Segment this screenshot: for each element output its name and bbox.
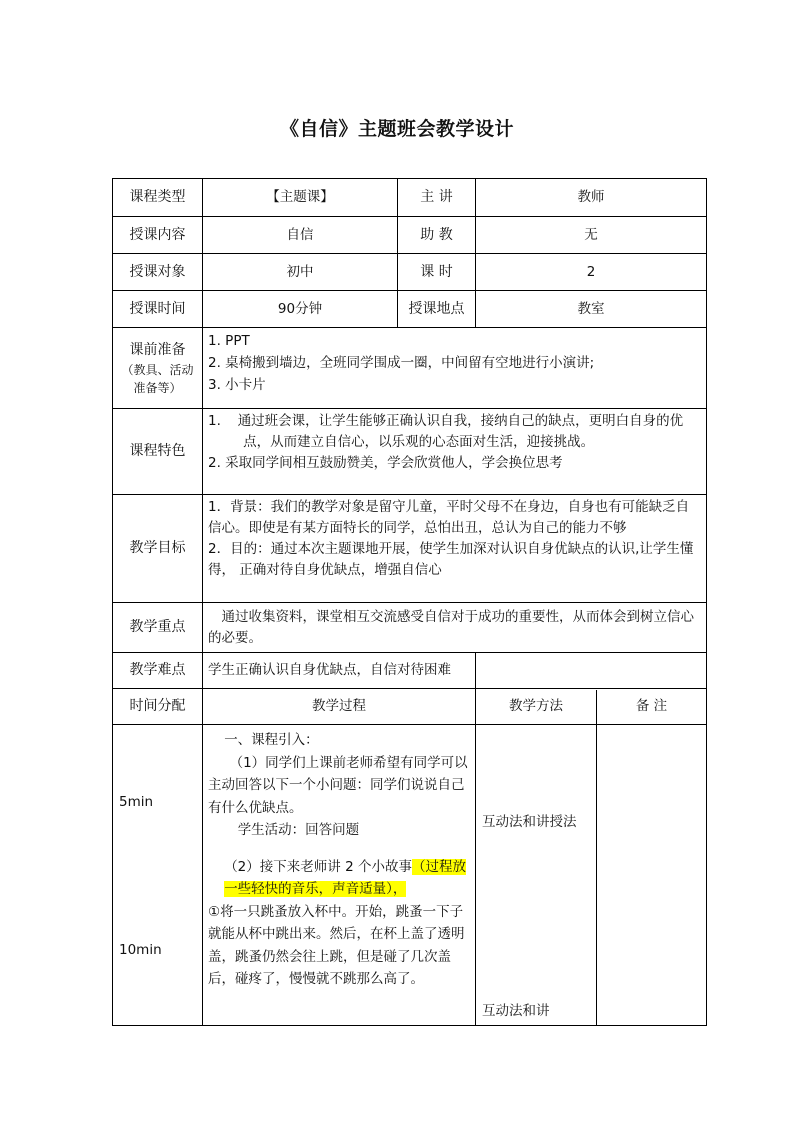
lesson-plan-table xyxy=(112,178,707,1026)
lecturer-value: 教师 xyxy=(476,179,707,217)
header-method: 教学方法 xyxy=(476,690,597,724)
goals-item-2: 2．目的：通过本次主题课地开展，使学生加深对认识自身优缺点的认识,让学生懂得， 正确对待自身优缺点，增强自信心 xyxy=(208,541,694,578)
time-cell xyxy=(113,725,203,1026)
schedule-header-row xyxy=(113,689,707,725)
assistant-value: 无 xyxy=(476,217,707,254)
notes-cell xyxy=(597,725,706,1025)
difficulties-label: 教学难点 xyxy=(113,653,203,689)
header-process: 教学过程 xyxy=(203,689,476,725)
content-value: 自信 xyxy=(203,217,398,254)
row-goals xyxy=(113,495,707,603)
method-2: 互动法和讲 xyxy=(482,1003,550,1019)
location-value: 教室 xyxy=(476,291,707,328)
prep-label: 课前准备 xyxy=(129,341,186,358)
assistant-label: 助 教 xyxy=(398,217,476,254)
method-cell xyxy=(476,725,597,1025)
features-item-2: 2. 采取同学间相互鼓励赞美，学会欣赏他人，学会换位思考 xyxy=(208,455,563,471)
row-difficulties xyxy=(113,653,707,689)
row-content xyxy=(113,217,707,254)
target-value: 初中 xyxy=(203,254,398,291)
row-prep xyxy=(113,328,707,409)
row-features xyxy=(113,409,707,495)
process-step-1: （1）同学们上课前老师希望有同学可以主动回答以下一个小问题：同学们说说自己有什么优缺点。 xyxy=(208,754,468,816)
page-title: 《自信》主题班会教学设计 xyxy=(279,118,514,140)
prep-item: 1. PPT xyxy=(208,333,250,349)
process-story-1: ①将一只跳蚤放入杯中。开始，跳蚤一下子就能从杯中跳出来。然后，在杯上盖了透明盖，跳蚤仍然会往上跳，但是碰了几次盖后，碰疼了，慢慢就不跳那么高了。 xyxy=(208,903,465,987)
prep-item: 2. 桌椅搬到墙边，全班同学围成一圈，中间留有空地进行小演讲; xyxy=(208,355,595,371)
header-time: 时间分配 xyxy=(113,689,203,725)
method-1: 互动法和讲授法 xyxy=(482,814,577,830)
prep-label-cell xyxy=(113,328,203,409)
duration-label: 授课时间 xyxy=(113,291,203,328)
features-label: 课程特色 xyxy=(113,409,203,495)
schedule-row xyxy=(113,725,707,1026)
location-label: 授课地点 xyxy=(398,291,476,328)
highlight-note: （过程放一些轻快的音乐，声音适量）， xyxy=(224,858,466,897)
row-course-type xyxy=(113,179,707,217)
row-duration xyxy=(113,291,707,328)
prep-content xyxy=(203,328,707,409)
features-content xyxy=(203,409,707,495)
features-item-1: 1. 通过班会课，让学生能够正确认识自我，接纳自己的缺点，更明白自身的优点，从而建立自信心，以乐观的心态面对生活，迎接挑战。 xyxy=(208,413,684,450)
header-notes: 备 注 xyxy=(635,698,668,714)
target-label: 授课对象 xyxy=(113,254,203,291)
method-notes-cell xyxy=(476,725,707,1026)
difficulties-empty xyxy=(476,653,707,689)
process-cell xyxy=(203,725,476,1026)
content-label: 授课内容 xyxy=(113,217,203,254)
difficulties-text: 学生正确认识自身优缺点，自信对待困难 xyxy=(203,653,476,689)
header-method-notes-cell xyxy=(476,689,707,725)
goals-item-1: 1．背景：我们的教学对象是留守儿童，平时父母不在身边，自身也有可能缺乏自信心。即使是有某方面特长的同学，总怕出丑，总认为自己的能力不够 xyxy=(208,499,690,536)
goals-label: 教学目标 xyxy=(113,495,203,603)
duration-value: 90分钟 xyxy=(203,291,398,328)
lecturer-label: 主 讲 xyxy=(398,179,476,217)
process-activity: 学生活动：回答问题 xyxy=(237,822,360,838)
hours-label: 课 时 xyxy=(398,254,476,291)
prep-sublabel: （教具、活动准备等） xyxy=(121,362,194,395)
process-intro: 一、课程引入： xyxy=(224,732,319,748)
row-key-points xyxy=(113,603,707,653)
course-type-value: 【主题课】 xyxy=(203,179,398,217)
goals-content xyxy=(203,495,707,603)
process-step-2: （2）接下来老师讲 2 个小故事（过程放一些轻快的音乐，声音适量）， xyxy=(224,858,466,897)
prep-item: 3. 小卡片 xyxy=(208,377,266,393)
hours-value: 2 xyxy=(476,254,707,291)
time-1: 5min xyxy=(119,794,154,810)
time-2: 10min xyxy=(119,942,162,958)
course-type-label: 课程类型 xyxy=(113,179,203,217)
key-points-label: 教学重点 xyxy=(113,603,203,653)
key-points-text: 通过收集资料，课堂相互交流感受自信对于成功的重要性，从而体会到树立信心的必要。 xyxy=(203,603,707,653)
row-target xyxy=(113,254,707,291)
